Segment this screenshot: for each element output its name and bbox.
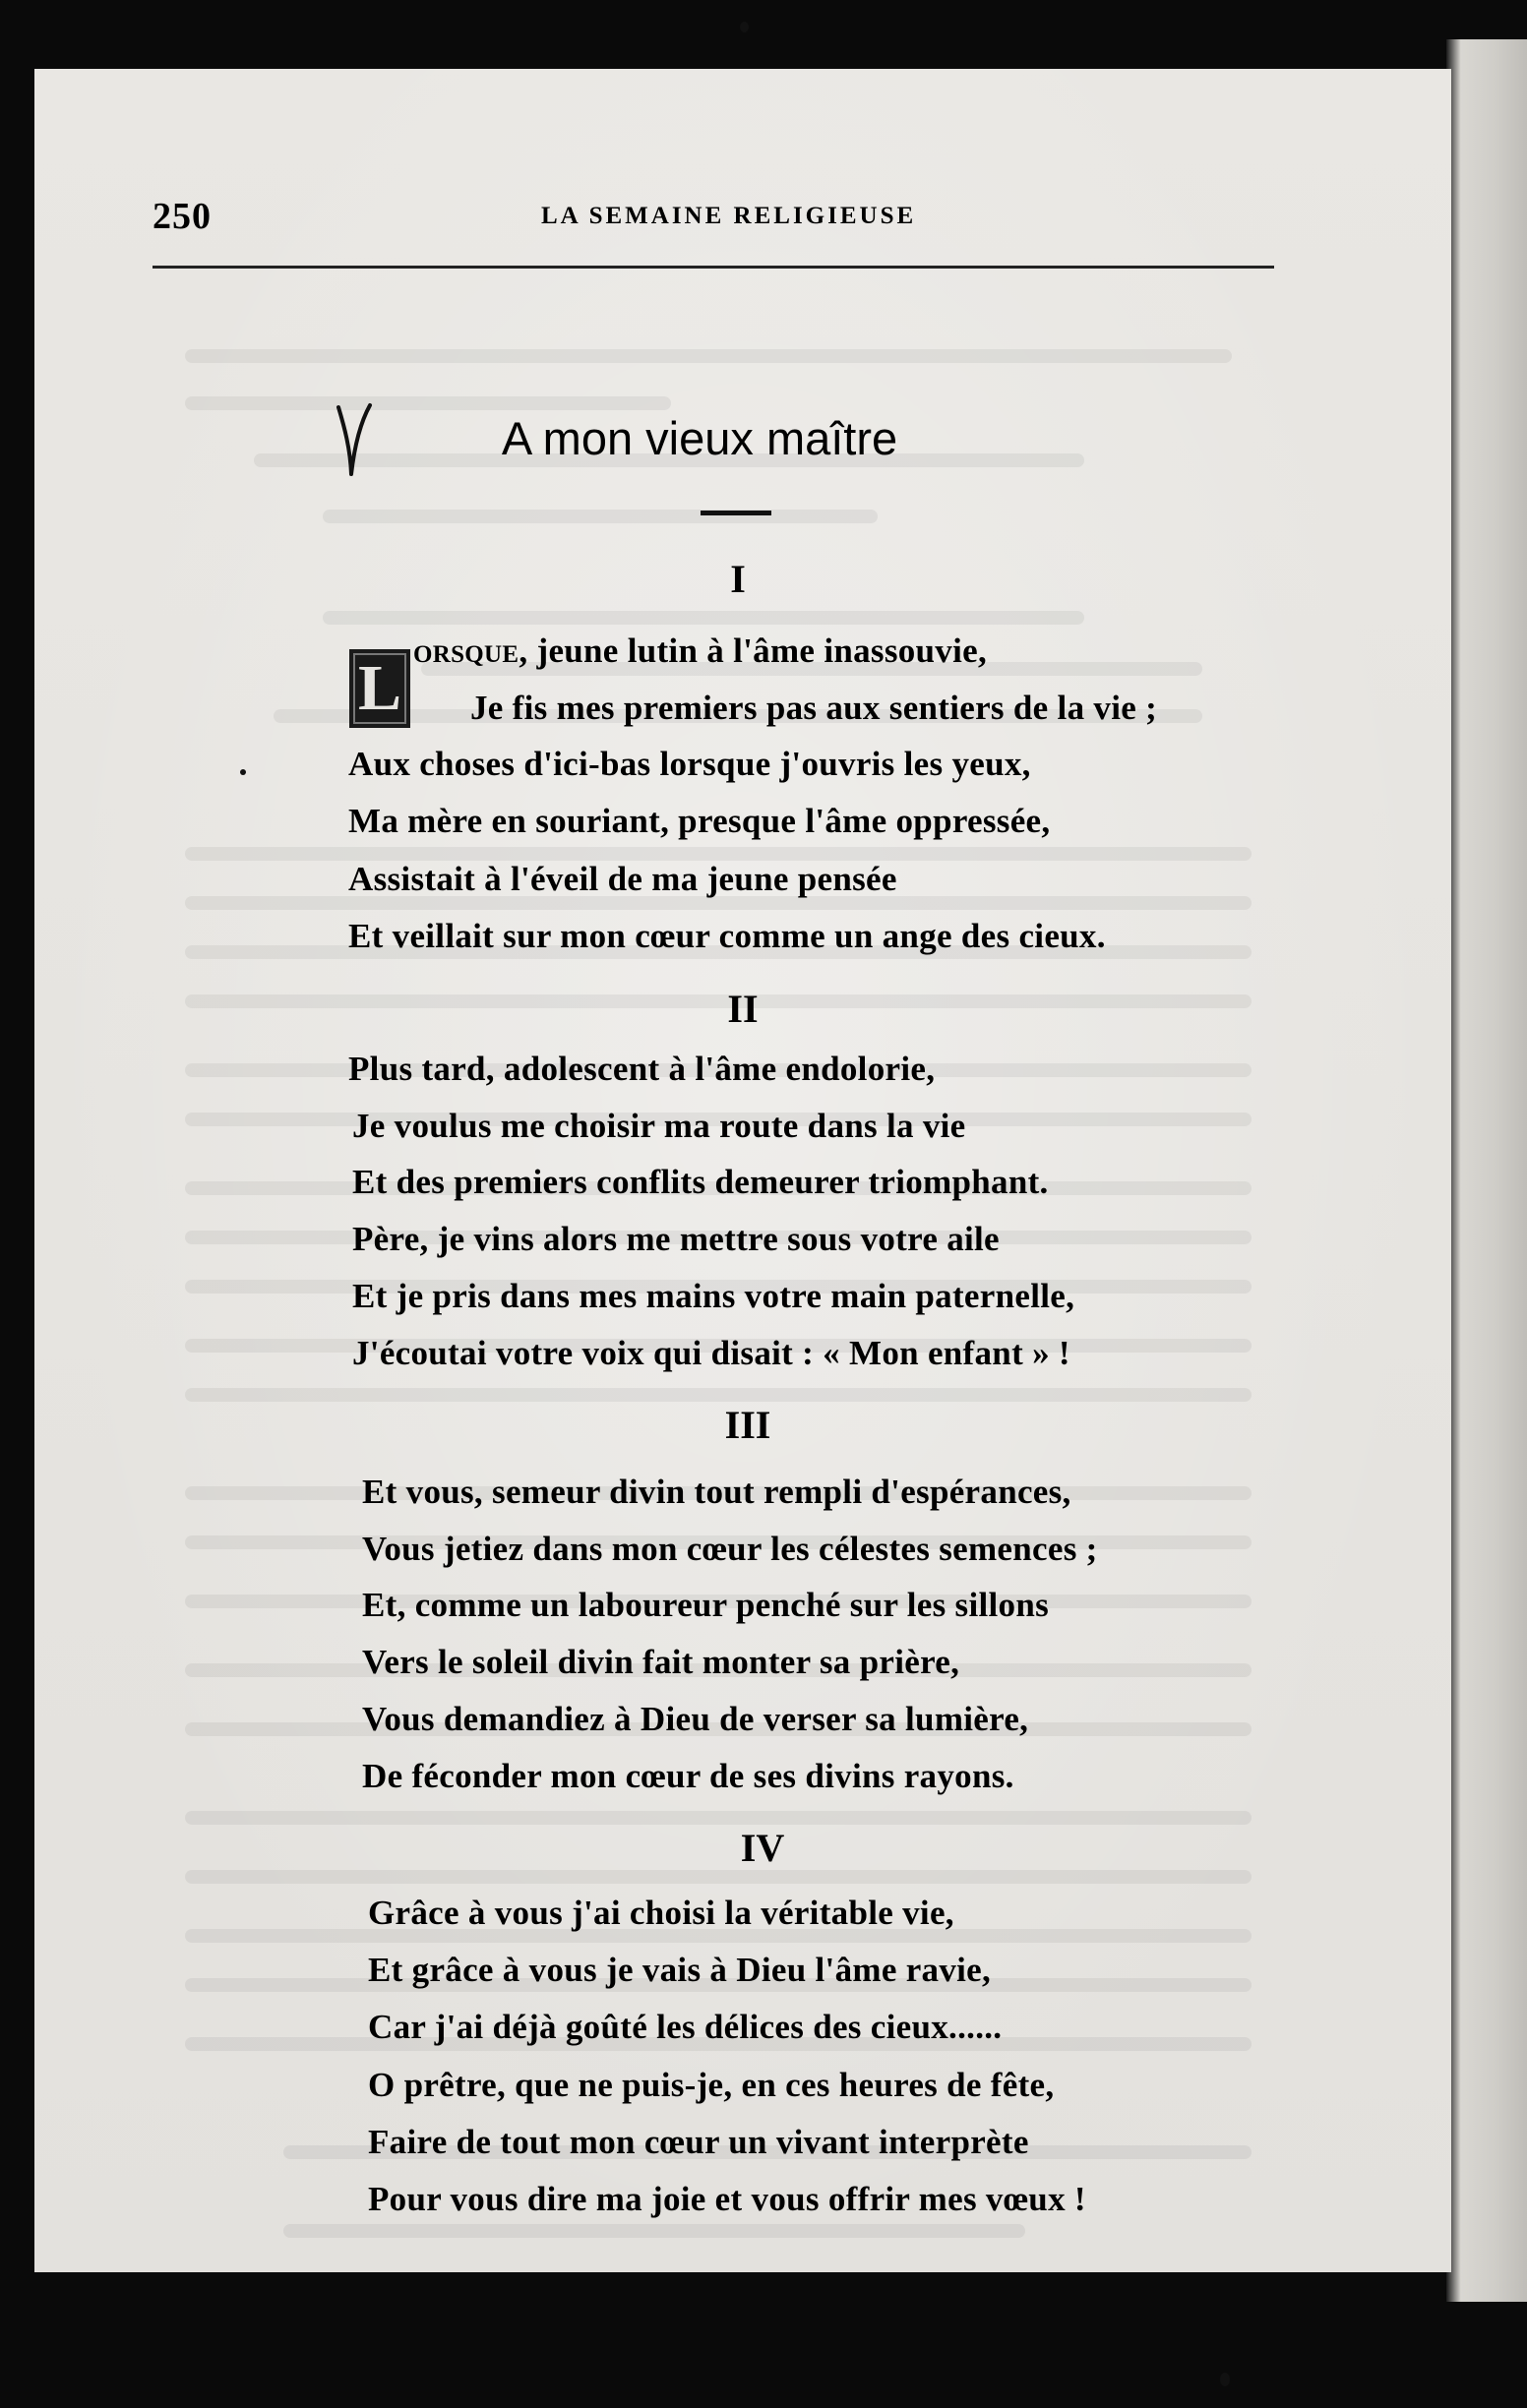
adjacent-page-edge [1446, 39, 1527, 2302]
verse-line: Car j'ai déjà goûté les délices des cieux...... [368, 2008, 1003, 2046]
verse-line: J'écoutai votre voix qui disait : « Mon enfant » ! [352, 1334, 1070, 1372]
stanza-numeral-2: II [727, 987, 759, 1031]
verse-line: Père, je vins alors me mettre sous votre aile [352, 1220, 1000, 1258]
verse-line: Aux choses d'ici-bas lorsque j'ouvris les yeux, [348, 745, 1031, 783]
verse-line-text: jeune lutin à l'âme inassouvie, [527, 632, 988, 670]
scan-speck [740, 22, 749, 32]
verse-line: Ma mère en souriant, presque l'âme oppressée, [348, 802, 1051, 840]
scan-speck [1220, 2373, 1230, 2386]
verse-line: Vous jetiez dans mon cœur les célestes semences ; [362, 1530, 1098, 1568]
stanza-numeral-4: IV [740, 1826, 785, 1870]
verse-line: Et, comme un laboureur penché sur les sillons [362, 1586, 1050, 1624]
verse-line: O prêtre, que ne puis-je, en ces heures de fête, [368, 2066, 1055, 2104]
verse-line: Vous demandiez à Dieu de verser sa lumière, [362, 1700, 1029, 1738]
verse-line: Grâce à vous j'ai choisi la véritable vie, [368, 1894, 954, 1932]
verse-line: Faire de tout mon cœur un vivant interprète [368, 2123, 1029, 2161]
verse-line: Je fis mes premiers pas aux sentiers de la vie ; [470, 689, 1158, 727]
verse-line: De féconder mon cœur de ses divins rayons. [362, 1757, 1014, 1795]
running-head: LA SEMAINE RELIGIEUSE [541, 203, 917, 229]
verse-line: Et veillait sur mon cœur comme un ange des cieux. [348, 917, 1106, 955]
page-number: 250 [153, 196, 212, 237]
verse-line: Plus tard, adolescent à l'âme endolorie, [348, 1050, 936, 1088]
verse-line: Pour vous dire ma joie et vous offrir mes vœux ! [368, 2180, 1086, 2218]
verse-line: Et grâce à vous je vais à Dieu l'âme ravie, [368, 1951, 992, 1989]
verse-line: Je voulus me choisir ma route dans la vie [352, 1107, 966, 1145]
verse-line: Vers le soleil divin fait monter sa prière, [362, 1643, 960, 1681]
scan-speck [240, 769, 246, 775]
page-header [153, 195, 1274, 264]
verse-line: Assistait à l'éveil de ma jeune pensée [348, 860, 897, 898]
header-rule [153, 266, 1274, 269]
verse-line: Et je pris dans mes mains votre main paternelle, [352, 1277, 1075, 1315]
title-rule [701, 511, 771, 515]
first-word: orsque, [413, 632, 528, 670]
drop-cap-initial: L [349, 649, 410, 728]
verse-line: Et des premiers conflits demeurer triomphant. [352, 1163, 1049, 1201]
poem-title: A mon vieux maître [501, 412, 898, 464]
verse-line: Et vous, semeur divin tout rempli d'espérances, [362, 1473, 1071, 1511]
stanza-numeral-3: III [724, 1403, 771, 1447]
stanza-numeral-1: I [730, 557, 746, 601]
verse-line [413, 632, 987, 671]
